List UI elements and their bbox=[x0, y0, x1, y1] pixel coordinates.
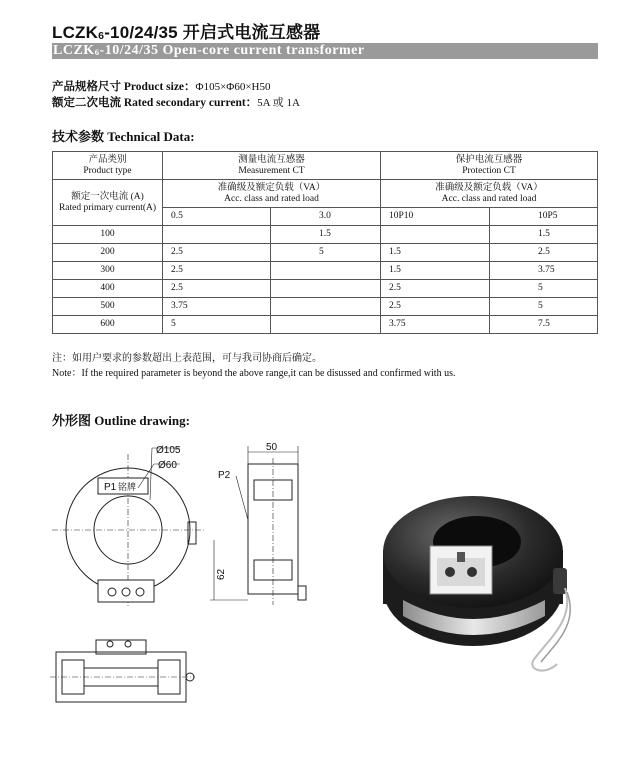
table-cell: 2.5 bbox=[381, 298, 490, 316]
header-measurement-ct: 测量电流互感器 Measurement CT bbox=[163, 152, 381, 180]
table-cell: 2.5 bbox=[381, 280, 490, 298]
header-product-type: 产品类别 Product type bbox=[53, 152, 163, 180]
table-row bbox=[53, 316, 598, 334]
spec-product-size: 产品规格尺寸 Product size：Φ105×Φ60×H50 bbox=[52, 81, 271, 93]
note-en: Note：If the required parameter is beyond the above range,it can be disussed and confirmed with us. bbox=[52, 368, 456, 379]
side-view-drawing bbox=[210, 440, 320, 615]
technical-data-heading: 技术参数 Technical Data: bbox=[52, 129, 195, 144]
table-cell bbox=[381, 226, 490, 244]
table-row bbox=[53, 244, 598, 262]
class-cell: 10P5 bbox=[490, 208, 598, 226]
table-cell: 7.5 bbox=[490, 316, 598, 334]
table-cell bbox=[271, 262, 381, 280]
table-row bbox=[53, 298, 598, 316]
table-cell: 100 bbox=[53, 226, 163, 244]
table-row bbox=[53, 280, 598, 298]
header-protection-ct: 保护电流互感器 Protection CT bbox=[381, 152, 598, 180]
table-cell: 3.75 bbox=[163, 298, 271, 316]
table-cell: 3.75 bbox=[381, 316, 490, 334]
table-cell bbox=[271, 298, 381, 316]
header-primary-current: 额定一次电流 (A) Rated primary current(A) bbox=[53, 180, 163, 226]
top-view-drawing bbox=[50, 632, 210, 712]
table-cell: 5 bbox=[490, 298, 598, 316]
front-view-drawing bbox=[50, 440, 230, 620]
table-cell: 500 bbox=[53, 298, 163, 316]
dim-d105: Ø105 bbox=[156, 445, 181, 456]
product-photo bbox=[375, 488, 595, 683]
class-cell: 10P10 bbox=[381, 208, 490, 226]
table-cell: 2.5 bbox=[163, 244, 271, 262]
dim-d60: Ø60 bbox=[158, 460, 177, 471]
table-cell: 400 bbox=[53, 280, 163, 298]
table-cell: 2.5 bbox=[163, 262, 271, 280]
dim-width-50: 50 bbox=[266, 442, 278, 453]
table-cell: 3.75 bbox=[490, 262, 598, 280]
table-cell: 5 bbox=[271, 244, 381, 262]
table-row bbox=[53, 262, 598, 280]
table-cell bbox=[271, 316, 381, 334]
label-nameplate: 铭牌 bbox=[118, 482, 137, 492]
spec-secondary-current: 额定二次电流 Rated secondary current：5A 或 1A bbox=[52, 97, 300, 109]
table-cell: 5 bbox=[163, 316, 271, 334]
outline-drawing-heading: 外形图 Outline drawing: bbox=[52, 413, 190, 428]
label-p1: P1 bbox=[104, 482, 117, 493]
page-title: $LCZK_6-10/24/35$ 开启式电流互感器 bbox=[52, 23, 321, 42]
table-cell: 5 bbox=[490, 280, 598, 298]
table-cell: 1.5 bbox=[490, 226, 598, 244]
table-cell: 200 bbox=[53, 244, 163, 262]
table-cell: 1.5 bbox=[271, 226, 381, 244]
header-acc-class-measurement: 准确级及额定负载（VA） Acc. class and rated load bbox=[163, 180, 381, 208]
note-cn: 注：如用户要求的参数超出上表范围，可与我司协商后确定。 bbox=[52, 353, 322, 364]
table-cell: 2.5 bbox=[490, 244, 598, 262]
table-cell bbox=[271, 280, 381, 298]
table-cell: 300 bbox=[53, 262, 163, 280]
technical-data-table bbox=[52, 151, 598, 334]
table-row bbox=[53, 226, 598, 244]
table-cell: 600 bbox=[53, 316, 163, 334]
table-cell: 1.5 bbox=[381, 262, 490, 280]
table-cell: 1.5 bbox=[381, 244, 490, 262]
english-title-bar: $LCZK_6-10/24/35$ Open-core current transformer bbox=[52, 43, 598, 59]
dim-height-62: 62 bbox=[216, 568, 227, 580]
table-cell bbox=[163, 226, 271, 244]
label-p2: P2 bbox=[218, 470, 231, 481]
header-acc-class-protection: 准确级及额定负载（VA） Acc. class and rated load bbox=[381, 180, 598, 208]
table-cell: 2.5 bbox=[163, 280, 271, 298]
class-cell: 0.5 bbox=[163, 208, 271, 226]
class-cell: 3.0 bbox=[271, 208, 381, 226]
